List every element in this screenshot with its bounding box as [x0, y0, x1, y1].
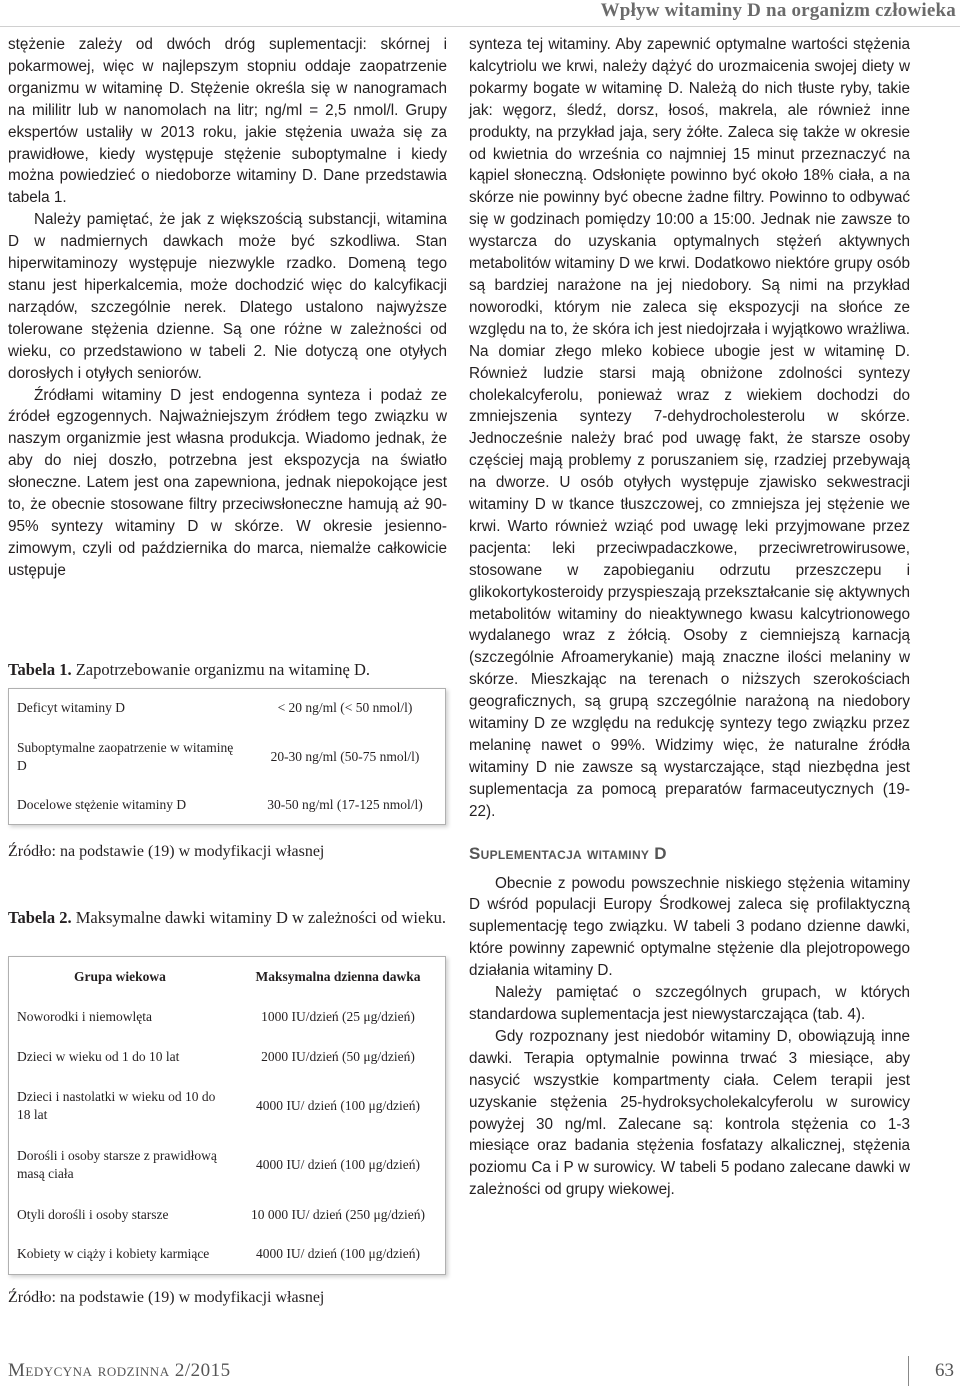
table2-cell-dose: 1000 IU/dzień (25 μg/dzień) [261, 1008, 415, 1024]
table1-caption [8, 660, 448, 679]
table-row [9, 1037, 446, 1077]
left-column [8, 34, 447, 582]
body-paragraph: synteza tej witaminy. Aby zapewnić optymalne wartości stężenia kalcytriolu we krwi, należy dążyć do urozmaicenia swojej diety w pokarmy bogate w witaminę D. Należą do nich tłuste ryby, takie jak: węgorz, śledź, dorsz, łosoś, makrela, ale również inne produkty, na przykład jaja, sery żółte. Zaleca się także w okresie od kwietnia do września co najmniej 15 minut przeznaczyć na kąpiel słoneczną. Odsłonięte powinno być około 18% ciała, a na skórze nie powinny być obecne żadne filtry. Powinno to odbywać się w godzinach pomiędzy 10:00 a 15:00. Jednak nie zawsze to wystarcza do uzyskania optymalnych stężeń aktywnych metabolitów witaminy D we krwi. Dodatkowo niektóre grupy osób są bardziej narażone na jej niedobory. Są nimi na przykład noworodki, którym nie zaleca się ekspozycji na słońce ze względu na to, że skóra ich jest niedojrzała i wyjątkowo wrażliwa. Na domiar złego mleko kobiece ubogie jest w witaminę D. Również ludzie starsi mają obniżone zdolności syntezy cholekalcyferolu, ponieważ wraz z wiekiem dochodzi do zmniejszenia syntezy 7-dehydrocholesterolu w skórze. Jednocześnie należy brać pod uwagę fakt, że starsze osoby częściej mają problemy z poruszaniem się, rzadziej przebywają na dworze. U osób otyłych występuje zjawisko sekwestracji witaminy D w tkance tłuszczowej, co zmniejsza jej stężenie we krwi. Warto również wziąć pod uwagę leki przyjmowane przez pacjenta: leki przeciwpadaczkowe, przeciwretrowirusowe, stosowane w zapobieganiu odrzutu przeszczepu i glikokortykosteroidy przyspieszają przekształcanie się aktywnych metabolitów witaminy do nieaktywnego kwasu kalcytrionowego wydalanego wraz z żółcią. Osoby z ciemniejszą karnacją (szczególnie Afroamerykanie) mają znaczne ilości melaniny w skórze. Mieszkając na terenach o niższych szerokościach geograficznych, są grupą szczególnie narażoną na niedobory witaminy D ze względu na redukcję syntezy tego związku przez melaninę nawet o 99%. Widzimy więc, że naturalne źródła witaminy D nie zawsze są wystarczające, stąd niezbędna jest suplementacja za pomocą preparatów farmaceutycznych (19-22). [469, 36, 910, 820]
table2-caption [8, 908, 448, 927]
table2 [8, 956, 446, 1275]
right-column [469, 34, 910, 1201]
table-row [9, 1195, 446, 1235]
table2-cell-group: Otyli dorośli i osoby starsze [17, 1206, 169, 1222]
table2-cell-dose: 4000 IU/ dzień (100 μg/dzień) [256, 1097, 420, 1113]
body-paragraph: stężenie zależy od dwóch dróg suplementacji: skórnej i pokarmowej, więc w najlepszym stopniu oddaje zaopatrzenie organizmu w witaminę D. Stężenie określa się w nanogramach na mililitr lub w nanomolach na litr; ng/ml = 2,5 nmol/l. Grupy ekspertów ustaliły w 2013 roku, jakie stężenia uważa się za prawidłowe, kiedy występuje stężenie suboptymalne i kiedy można powiedzieć o niedoborze witaminy D. Dane przedstawia tabela 1. [8, 36, 447, 207]
table1 [8, 688, 446, 825]
table2-cell-group: Dzieci w wieku od 1 do 10 lat [17, 1048, 180, 1064]
table2-header-dose: Maksymalna dzienna dawka [255, 968, 421, 984]
table1-caption-text: Zapotrzebowanie organizmu na witaminę D. [75, 660, 371, 679]
table2-cell-group: Dzieci i nastolatki w wieku od 10 do 18 lat [17, 1088, 216, 1122]
body-paragraph: Gdy rozpoznany jest niedobór witaminy D, obowiązują inne dawki. Terapia optymalnie powinna trwać 3 miesiące, aby nasycić wszystkie kompartmenty ciała. Celem terapii jest uzyskanie stężenia 25-hydroksycholekalcyferolu w surowicy powyżej 30 ng/ml. Zalecane są: kontrola stężenia co 1-3 miesiące oraz badania stężenia fosfatazy alkalicznej, stężenia poziomu Ca i P w surowicy. W tabeli 5 podano zalecane dawki w zależności od grupy wiekowej. [469, 1027, 910, 1199]
table1-cell-value: 30-50 ng/ml (17-125 nmol/l) [267, 797, 423, 813]
table-row [9, 1077, 446, 1135]
table2-cell-dose: 10 000 IU/ dzień (250 μg/dzień) [250, 1206, 426, 1222]
journal-name: Medycyna rodzinna 2/2015 [8, 1360, 231, 1381]
table2-source: Źródło: na podstawie (19) w modyfikacji własnej [8, 1289, 325, 1306]
table-row [9, 689, 446, 727]
body-paragraph: Należy pamiętać, że jak z większością substancji, witamina D w nadmiernych dawkach może być szkodliwa. Stan hiperwitaminozy występuje niezwykle rzadko. Domeną tego stanu jest hiperkalcemia, może dochodzić więc do kalcyfikacji narządów, szczególnie nerek. Dlatego ustalono najwyższe tolerowane stężenia dzienne. Są one różne w zależności od wieku, co przedstawiono w tabeli 2. Nie dotyczą one otyłych dorosłych i otyłych seniorów. [8, 211, 447, 382]
table2-cell-dose: 4000 IU/ dzień (100 μg/dzień) [256, 1246, 420, 1262]
table-row [9, 1235, 446, 1275]
table-row [9, 1135, 446, 1195]
header-title: Wpływ witaminy D na organizm człowieka [600, 0, 956, 21]
table1-cell-value: < 20 ng/ml (< 50 nmol/l) [277, 699, 413, 715]
table2-header-group: Grupa wiekowa [74, 968, 166, 984]
table-row [9, 727, 446, 787]
body-paragraph: Źródłami witaminy D jest endogenna synteza i podaż ze źródeł egzogennych. Najważniejszym źródłem tego związku w naszym organizmie jest własna produkcja. Wiadomo jednak, że aby do niej doszło, potrzebna jest ekspozycja na światło słoneczne. Latem jest ona zapewniona, jednak niepokojące jest to, że obecnie stosowane filtry przeciwsłoneczne hamują aż 90-95% syntezy witaminy D w skórze. W okresie jesienno-zimowym, czyli od października do marca, niemalże całkowicie ustępuje [8, 386, 447, 579]
footer-divider [908, 1356, 909, 1386]
table2-cell-group: Kobiety w ciąży i kobiety karmiące [17, 1246, 210, 1262]
table1-cell-name: Docelowe stężenie witaminy D [17, 797, 187, 813]
body-paragraph: Obecnie z powodu powszechnie niskiego stężenia witaminy D wśród populacji Europy Środkowej zaleca się profilaktyczną suplementację tego związku. W tabeli 3 podano dzienne dawki, które powinny zapewnić optymalne stężenie dla plejotropowego działania witaminy D. [469, 874, 910, 980]
table-row [9, 787, 446, 825]
table2-label: Tabela 2. [8, 908, 72, 927]
table2-cell-group: Noworodki i niemowlęta [17, 1008, 152, 1024]
table1-cell-name: Suboptymalne zaopatrzenie w witaminę D [17, 739, 234, 773]
table2-cell-group: Dorośli i osoby starsze z prawidłową masą ciała [17, 1147, 217, 1181]
table2-cell-dose: 4000 IU/ dzień (100 μg/dzień) [256, 1156, 420, 1172]
page-number: 63 [935, 1360, 954, 1381]
table1-label: Tabela 1. [8, 660, 72, 679]
section-heading: Suplementacja witaminy D [469, 843, 667, 863]
table1-cell-name: Deficyt witaminy D [17, 699, 125, 715]
table-row [9, 997, 446, 1037]
body-paragraph: Należy pamiętać o szczególnych grupach, w których standardowa suplementacja jest niewystarczająca (tab. 4). [469, 984, 910, 1023]
table2-cell-dose: 2000 IU/dzień (50 μg/dzień) [261, 1048, 415, 1064]
table-header-row [9, 957, 446, 997]
table1-source: Źródło: na podstawie (19) w modyfikacji własnej [8, 843, 325, 860]
table1-cell-value: 20-30 ng/ml (50-75 nmol/l) [270, 748, 420, 764]
running-header [0, 0, 960, 27]
table2-caption-text: Maksymalne dawki witaminy D w zależności od wieku. [75, 908, 446, 927]
